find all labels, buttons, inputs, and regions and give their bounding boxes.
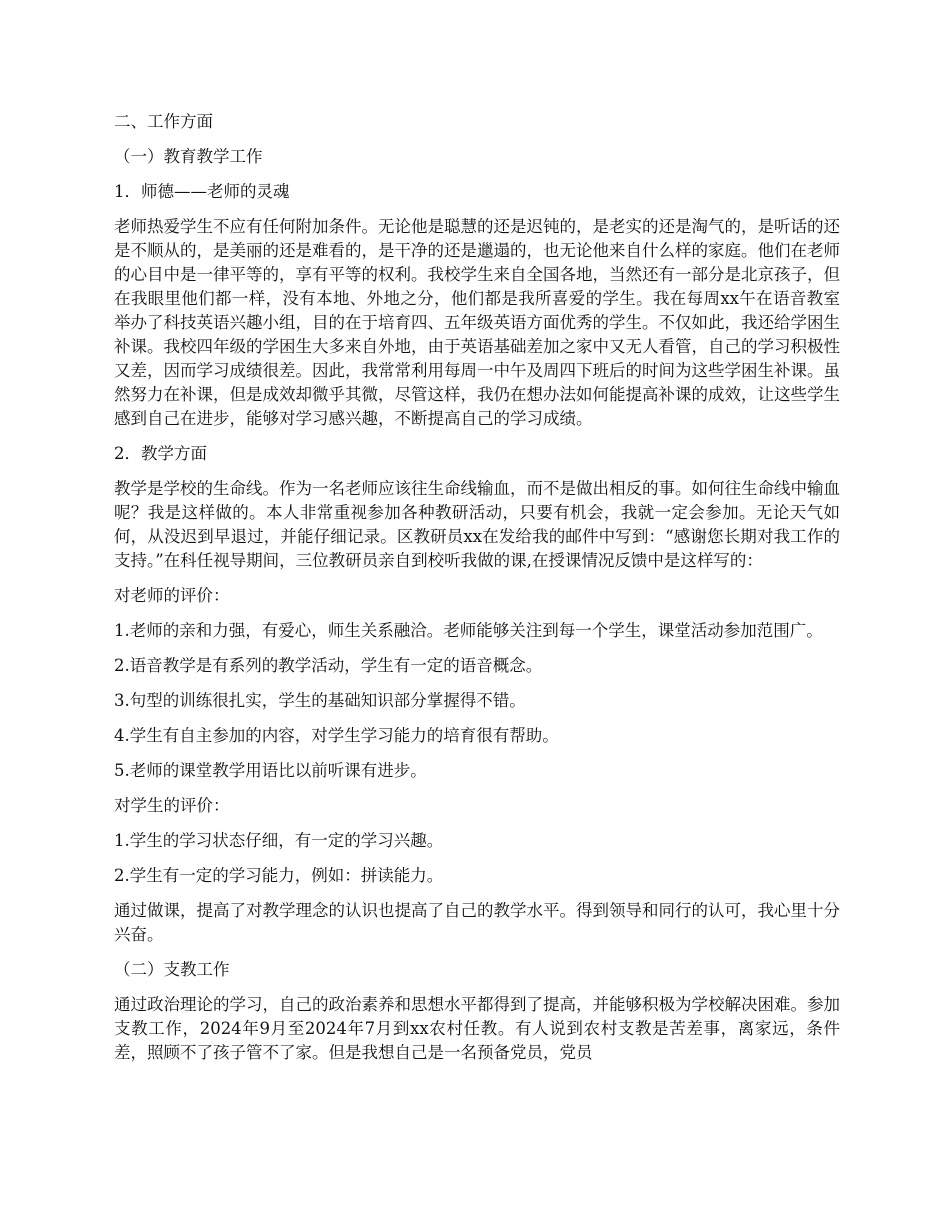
list-item-student-2: 2.学生有一定的学习能力，例如：拼读能力。 bbox=[114, 866, 444, 885]
label-teacher-evaluation: 对老师的评价： bbox=[114, 586, 230, 605]
list-item-teacher-1: 1.老师的亲和力强，有爱心，师生关系融洽。老师能够关注到每一个学生，课堂活动参加范围广。 bbox=[114, 621, 823, 640]
section-heading-work: 二、工作方面 bbox=[114, 112, 213, 131]
subsection-heading-support: （二）支教工作 bbox=[114, 960, 230, 979]
list-item-teacher-3: 3.句型的训练很扎实，学生的基础知识部分掌握得不错。 bbox=[114, 691, 526, 710]
item-heading-ethics: 1．师德——老师的灵魂 bbox=[114, 182, 290, 201]
paragraph-ethics: 老师热爱学生不应有任何附加条件。无论他是聪慧的还是迟钝的，是老实的还是淘气的，是听话的还是不顺从的，是美丽的还是难看的，是干净的还是邋遢的，也无论他来自什么样的家庭。他们在老师的心目中是一律平等的，享有平等的权利。我校学生来自全国各地，当然还有一部分是北京孩子，但在我眼里他们都一样，没有本地、外地之分，他们都是我所喜爱的学生。我在每周xx午在语音教室举办了科技英语兴趣小组，目的在于培育四、五年级英语方面优秀的学生。不仅如此，我还给学困生补课。我校四年级的学困生大多来自外地，由于英语基础差加之家中又无人看管，自己的学习积极性又差，因而学习成绩很差。因此，我常常利用每周一中午及周四下班后的时间为这些学困生补课。虽然努力在补课，但是成效却微乎其微，尽管这样，我仍在想办法如何能提高补课的成效，让这些学生感到自己在进步，能够对学习感兴趣，不断提高自己的学习成绩。 bbox=[114, 217, 840, 428]
list-item-student-1: 1.学生的学习状态仔细，有一定的学习兴趣。 bbox=[114, 831, 444, 850]
list-item-teacher-4: 4.学生有自主参加的内容，对学生学习能力的培育很有帮助。 bbox=[114, 726, 559, 745]
item-heading-teaching-aspect: 2．教学方面 bbox=[114, 444, 207, 463]
subsection-heading-teaching: （一）教育教学工作 bbox=[114, 147, 263, 166]
paragraph-conclusion: 通过做课，提高了对教学理念的认识也提高了自己的教学水平。得到领导和同行的认可，我心里十分兴奋。 bbox=[114, 901, 840, 944]
list-item-teacher-5: 5.老师的课堂教学用语比以前听课有进步。 bbox=[114, 761, 427, 780]
paragraph-support: 通过政治理论的学习，自己的政治素养和思想水平都得到了提高，并能够积极为学校解决困难。参加支教工作，2024年9月至2024年7月到xx农村任教。有人说到农村支教是苦差事，离家远，条件差，照顾不了孩子管不了家。但是我想自己是一名预备党员，党员 bbox=[114, 995, 840, 1062]
list-item-teacher-2: 2.语音教学是有系列的教学活动，学生有一定的语音概念。 bbox=[114, 656, 543, 675]
paragraph-teaching: 教学是学校的生命线。作为一名老师应该往生命线输血，而不是做出相反的事。如何往生命线中输血呢？我是这样做的。本人非常重视参加各种教研活动，只要有机会，我就一定会参加。无论天气如何，从没迟到早退过，并能仔细记录。区教研员xx在发给我的邮件中写到：“感谢您长期对我工作的支持。”在科任视导期间，三位教研员亲自到校听我做的课,在授课情况反馈中是这样写的： bbox=[114, 479, 840, 570]
document-page bbox=[114, 110, 840, 1076]
label-student-evaluation: 对学生的评价： bbox=[114, 796, 230, 815]
